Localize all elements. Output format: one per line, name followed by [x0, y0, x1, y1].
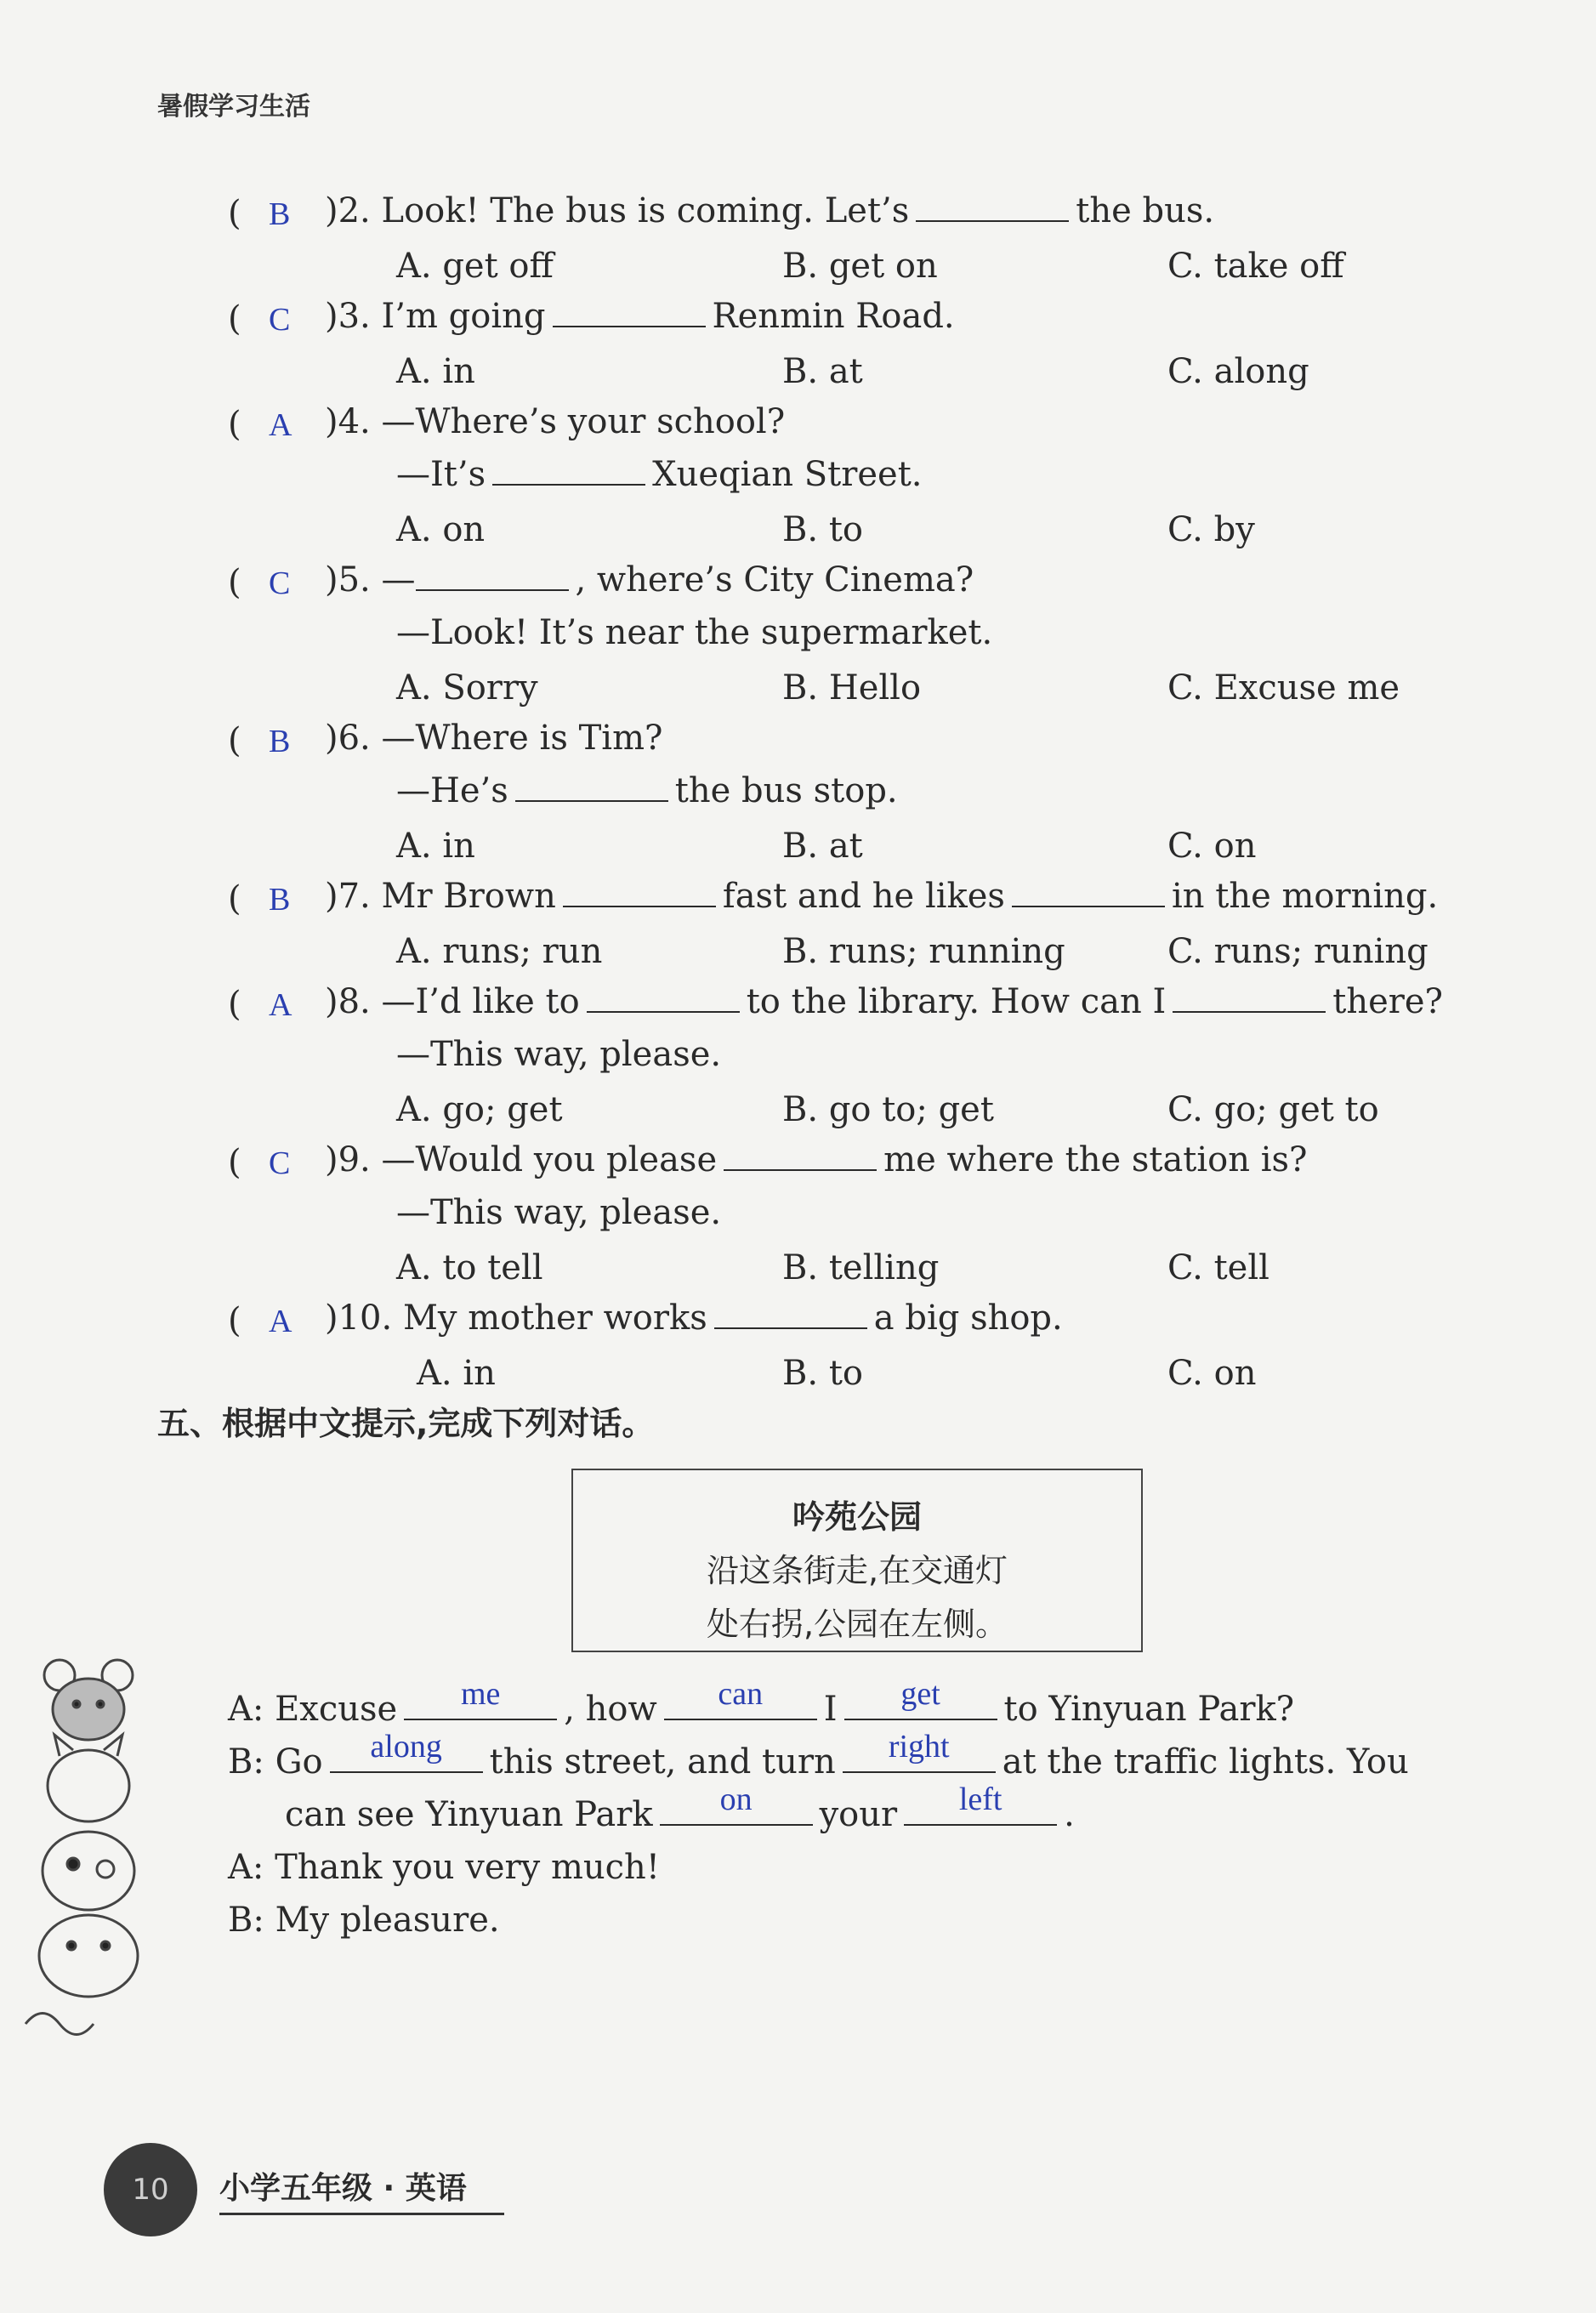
blank: [916, 195, 1069, 222]
section-title: 五、根据中文提示,完成下列对话。: [157, 1405, 655, 1442]
dialogue-line-3: can see Yinyuan Park on your left .: [285, 1782, 1075, 1834]
option-c: C. by: [1167, 510, 1255, 549]
paren-open: (: [228, 1301, 241, 1340]
option-c: C. go; get to: [1167, 1090, 1379, 1129]
option-a: A. runs; run: [396, 932, 603, 971]
option-c: C. Excuse me: [1167, 668, 1400, 708]
answer: B: [269, 882, 291, 918]
cartoon-animals-icon: [17, 1650, 162, 2058]
question-stem-2: —Look! It’s near the supermarket.: [396, 613, 993, 652]
paren-open: (: [228, 1143, 241, 1182]
question-stem: )6. —Where is Tim?: [325, 719, 663, 758]
hint-box: [571, 1469, 1143, 1652]
question-stem: )8. —I’d like to to the library. How can I there?: [325, 982, 1443, 1021]
option-c: C. take off: [1167, 247, 1344, 286]
question-stem-2: —He’s the bus stop.: [396, 771, 898, 810]
question-stem: )10. My mother works a big shop.: [325, 1299, 1063, 1338]
paren-open: (: [228, 879, 241, 918]
answer: B: [269, 724, 291, 759]
option-a: A. go; get: [396, 1090, 563, 1129]
option-a: A. Sorry: [396, 668, 538, 708]
answer: A: [269, 987, 293, 1023]
paren-open: (: [228, 405, 241, 444]
answer: C: [269, 565, 291, 601]
paren-open: (: [228, 299, 241, 338]
option-b: B. get on: [782, 247, 938, 286]
blank: me: [404, 1693, 557, 1720]
answer: A: [269, 407, 293, 443]
option-c: C. tell: [1167, 1248, 1269, 1287]
dialogue-line-2: B: Go along this street, and turn right at the traffic lights. You: [228, 1729, 1409, 1782]
answer: C: [269, 1145, 291, 1181]
option-a: A. on: [396, 510, 486, 549]
option-c: C. runs; runing: [1167, 932, 1428, 971]
page-number-badge: 10: [104, 2143, 197, 2236]
question-stem: )7. Mr Brown fast and he likes in the morning.: [325, 877, 1439, 916]
paren-open: (: [228, 985, 241, 1024]
option-b: B. telling: [782, 1248, 940, 1287]
option-c: C. on: [1167, 827, 1257, 866]
option-b: B. to: [782, 510, 863, 549]
dialogue-line-4: A: Thank you very much!: [228, 1848, 660, 1887]
question-stem: )2. Look! The bus is coming. Let’s the bus.: [325, 191, 1215, 230]
answer: C: [269, 302, 291, 338]
option-b: B. at: [782, 352, 863, 391]
paren-open: (: [228, 721, 241, 760]
question-stem-2: —This way, please.: [396, 1035, 722, 1074]
option-c: C. on: [1167, 1354, 1257, 1393]
option-b: B. Hello: [782, 668, 922, 708]
option-b: B. at: [782, 827, 863, 866]
option-a: A. to tell: [396, 1248, 543, 1287]
hint-line-1: 沿这条街走,在交通灯: [706, 1552, 1008, 1589]
question-stem: )3. I’m going Renmin Road.: [325, 297, 955, 336]
option-a: A. get off: [396, 247, 554, 286]
dialogue-line-5: B: My pleasure.: [228, 1901, 500, 1940]
question-stem: )9. —Would you please me where the station is?: [325, 1140, 1308, 1179]
footer-grade-subject: 小学五年级 · 英语: [219, 2164, 504, 2215]
dialogue-line-1: A: Excuse me , how can I get to Yinyuan Park?: [228, 1676, 1295, 1729]
hint-title: 吟苑公园: [792, 1498, 922, 1536]
answer: B: [269, 196, 291, 232]
paren-open: (: [228, 194, 241, 233]
option-b: B. go to; get: [782, 1090, 994, 1129]
option-a: A. in: [417, 1354, 496, 1393]
option-c: C. along: [1167, 352, 1309, 391]
option-a: A. in: [396, 352, 475, 391]
book-title: 暑假学习生活: [157, 92, 310, 122]
option-b: B. to: [782, 1354, 863, 1393]
question-stem: )5. — , where’s City Cinema?: [325, 560, 974, 600]
question-stem-2: —It’s Xueqian Street.: [396, 455, 923, 494]
option-a: A. in: [396, 827, 475, 866]
answer: A: [269, 1304, 293, 1339]
question-stem-2: —This way, please.: [396, 1193, 722, 1232]
question-stem: )4. —Where’s your school?: [325, 402, 786, 441]
paren-open: (: [228, 563, 241, 602]
hint-line-2: 处右拐,公园在左侧。: [706, 1605, 1008, 1643]
option-b: B. runs; running: [782, 932, 1065, 971]
